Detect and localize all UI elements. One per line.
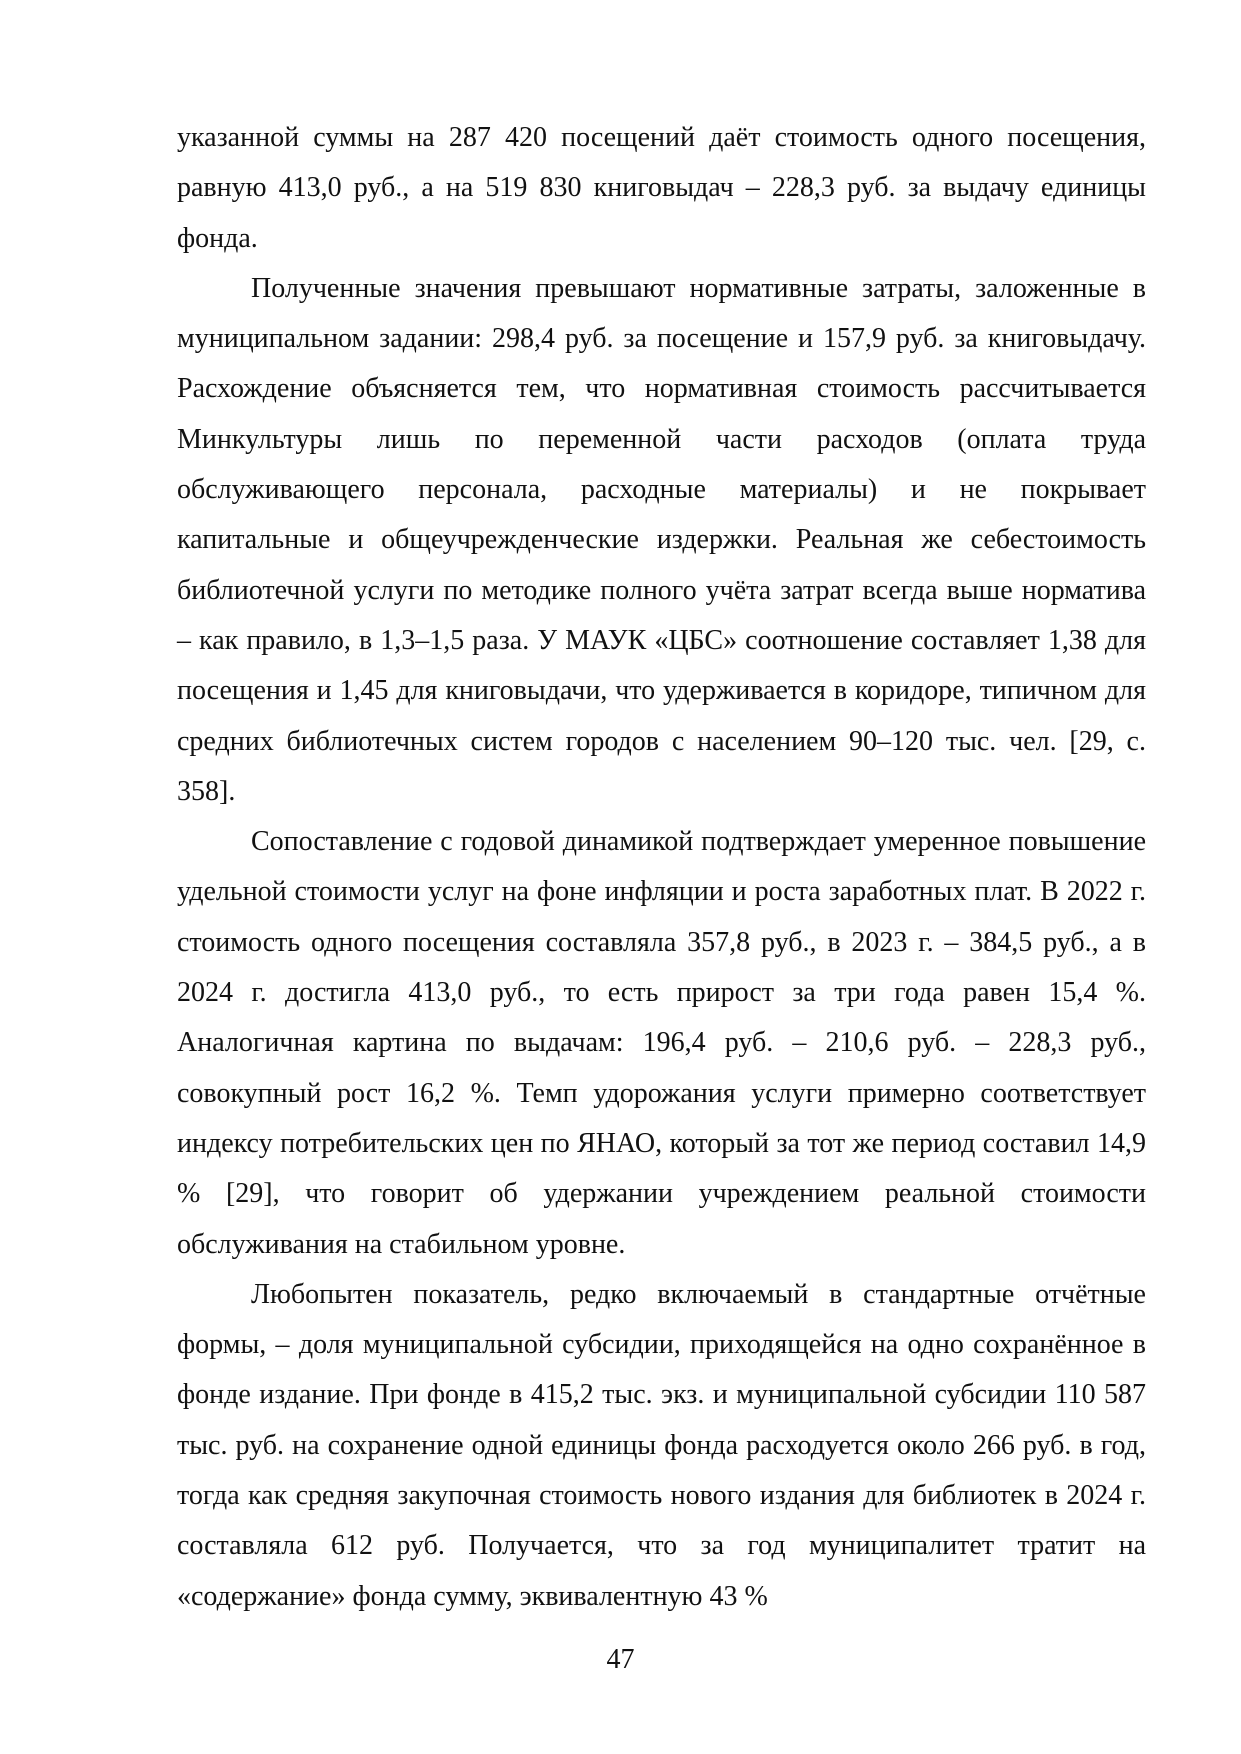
paragraph-continuation: указанной суммы на 287 420 посещений даёт стоимость одного посещения, равную 413,0 руб., а на 519 830 книговыдач – 228,3 руб. за выдачу единицы фонда.: [177, 122, 1146, 254]
paragraph-subsidy-share: Любопытен показатель, редко включаемый в стандартные отчётные формы, – доля муниципальной субсидии, приходящейся на одно сохранённое в фонде издание. При фонде в 415,2 тыс. экз. и муниципальной субсидии 110 587 тыс. руб. на сохранение одной единицы фонда расходуется около 266 руб. в год, тогда как средняя закупочная стоимость нового издания для библиотек в 2024 г. составляла 612 руб. Получается, что за год муниципалитет тратит на «содержание» фонда сумму, эквивалентную 43 %: [177, 1278, 1146, 1612]
paragraph-normative-costs: Полученные значения превышают нормативные затраты, заложенные в муниципальном задании: 298,4 руб. за посещение и 157,9 руб. за книговыдачу. Расхождение объясняется тем, что нормативная стоимость рассчитывается Минкультуры лишь по переменной части расходов (оплата труда обслуживающего персонала, расходные материалы) и не покрывает капитальные и общеучрежденческие издержки. Реальная же себестоимость библиотечной услуги по методике полного учёта затрат всегда выше норматива – как правило, в 1,3–1,5 раза. У МАУК «ЦБС» соотношение составляет 1,38 для посещения и 1,45 для книговыдачи, что удерживается в коридоре, типичном для средних библиотечных систем городов с населением 90–120 тыс. чел. [29, с. 358].: [177, 272, 1146, 807]
paragraph-annual-dynamics: Сопоставление с годовой динамикой подтверждает умеренное повышение удельной стоимости услуг на фоне инфляции и роста заработных плат. В 2022 г. стоимость одного посещения составляла 357,8 руб., в 2023 г. – 384,5 руб., а в 2024 г. достигла 413,0 руб., то есть прирост за три года равен 15,4 %. Аналогичная картина по выдачам: 196,4 руб. – 210,6 руб. – 228,3 руб., совокупный рост 16,2 %. Темп удорожания услуги примерно соответствует индексу потребительских цен по ЯНАО, который за тот же период составил 14,9 % [29], что говорит об удержании учреждением реальной стоимости обслуживания на стабильном уровне.: [177, 826, 1146, 1260]
body-text: [177, 113, 1146, 1622]
page-number: 47: [606, 1644, 635, 1675]
